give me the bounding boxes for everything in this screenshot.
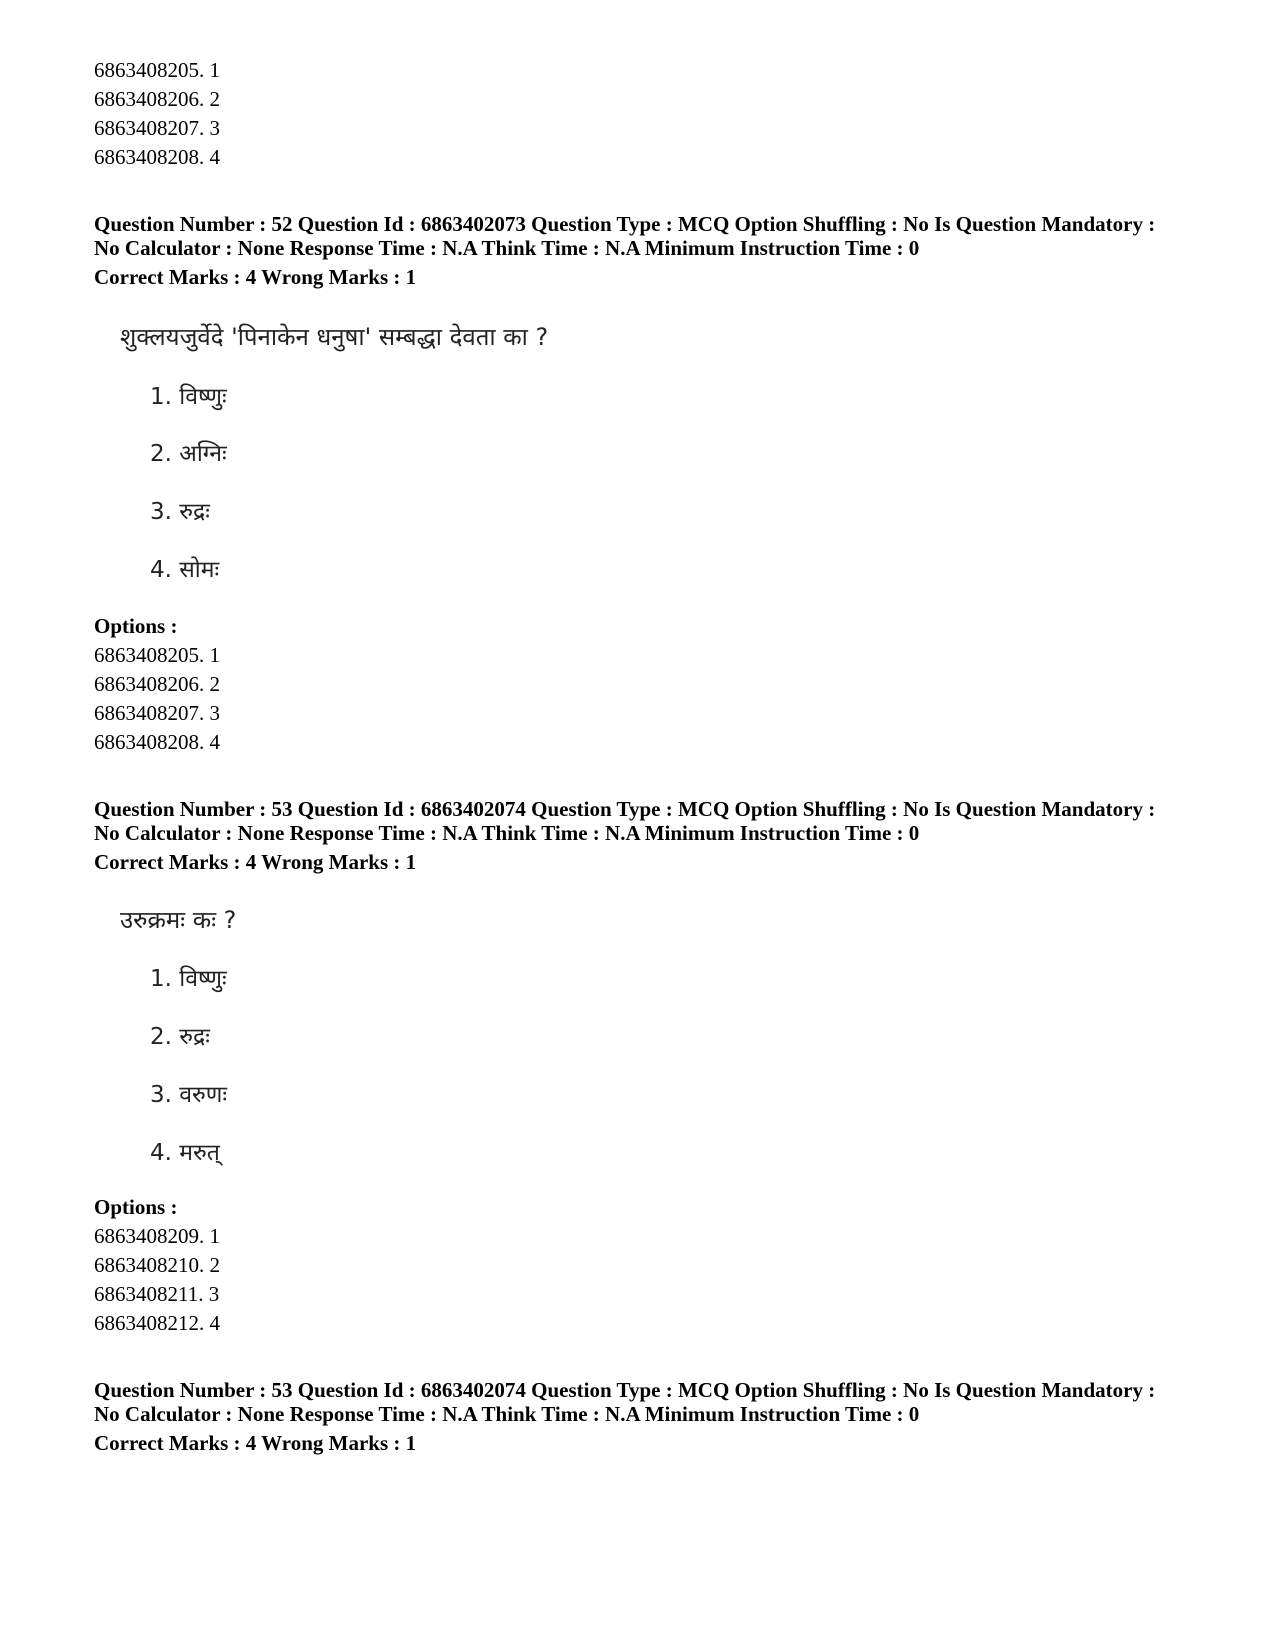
question-53-choice-3: 3. वरुणः	[150, 1082, 228, 1108]
option-id-line: 6863408208. 4	[94, 730, 220, 754]
question-52-choice-4: 4. सोमः	[150, 557, 220, 583]
question-53-meta	[94, 797, 1204, 874]
question-52-choice-3: 3. रुद्रः	[150, 499, 210, 525]
question-53-choice-1: 1. विष्णुः	[150, 966, 227, 992]
option-id-line: 6863408208. 4	[94, 145, 220, 169]
question-53-choice-2: 2. रुद्रः	[150, 1024, 210, 1050]
question-marks: Correct Marks : 4 Wrong Marks : 1	[94, 850, 417, 874]
question-52-choice-2: 2. अग्निः	[150, 441, 227, 467]
option-id-line: 6863408206. 2	[94, 672, 220, 696]
question-marks: Correct Marks : 4 Wrong Marks : 1	[94, 1431, 417, 1455]
question-53-repeat-meta	[94, 1378, 1204, 1455]
question-meta-line-1: Question Number : 53 Question Id : 6863402074 Question Type : MCQ Option Shuffling : No Is Question Mandatory :	[94, 1378, 1156, 1402]
question-53-options	[94, 1193, 1204, 1338]
question-52-options	[94, 612, 1204, 757]
question-53-choice-4: 4. मरुत्	[150, 1140, 220, 1166]
option-id-line: 6863408206. 2	[94, 87, 220, 111]
question-meta-line-2: No Calculator : None Response Time : N.A Think Time : N.A Minimum Instruction Time : 0	[94, 821, 920, 845]
question-marks: Correct Marks : 4 Wrong Marks : 1	[94, 265, 417, 289]
option-id-line: 6863408207. 3	[94, 116, 220, 140]
option-id-line: 6863408205. 1	[94, 643, 220, 667]
option-id-line: 6863408205. 1	[94, 58, 220, 82]
question-52-choice-1: 1. विष्णुः	[150, 384, 227, 410]
question-meta-line-2: No Calculator : None Response Time : N.A Think Time : N.A Minimum Instruction Time : 0	[94, 236, 920, 260]
question-meta-line-1: Question Number : 52 Question Id : 6863402073 Question Type : MCQ Option Shuffling : No Is Question Mandatory :	[94, 212, 1156, 236]
question-meta-line-1: Question Number : 53 Question Id : 6863402074 Question Type : MCQ Option Shuffling : No Is Question Mandatory :	[94, 797, 1156, 821]
question-52-meta	[94, 212, 1204, 289]
options-label: Options :	[94, 1195, 178, 1219]
question-52-stem: शुक्लयजुर्वेदे 'पिनाकेन धनुषा' सम्बद्धा देवता का ?	[120, 323, 549, 351]
option-id-line: 6863408211. 3	[94, 1282, 220, 1306]
question-53-stem: उरुक्रमः कः ?	[120, 906, 237, 934]
option-id-line: 6863408207. 3	[94, 701, 220, 725]
question-meta-line-2: No Calculator : None Response Time : N.A Think Time : N.A Minimum Instruction Time : 0	[94, 1402, 920, 1426]
top-options-list	[94, 56, 1204, 172]
options-label: Options :	[94, 614, 178, 638]
option-id-line: 6863408209. 1	[94, 1224, 220, 1248]
option-id-line: 6863408212. 4	[94, 1311, 220, 1335]
option-id-line: 6863408210. 2	[94, 1253, 220, 1277]
